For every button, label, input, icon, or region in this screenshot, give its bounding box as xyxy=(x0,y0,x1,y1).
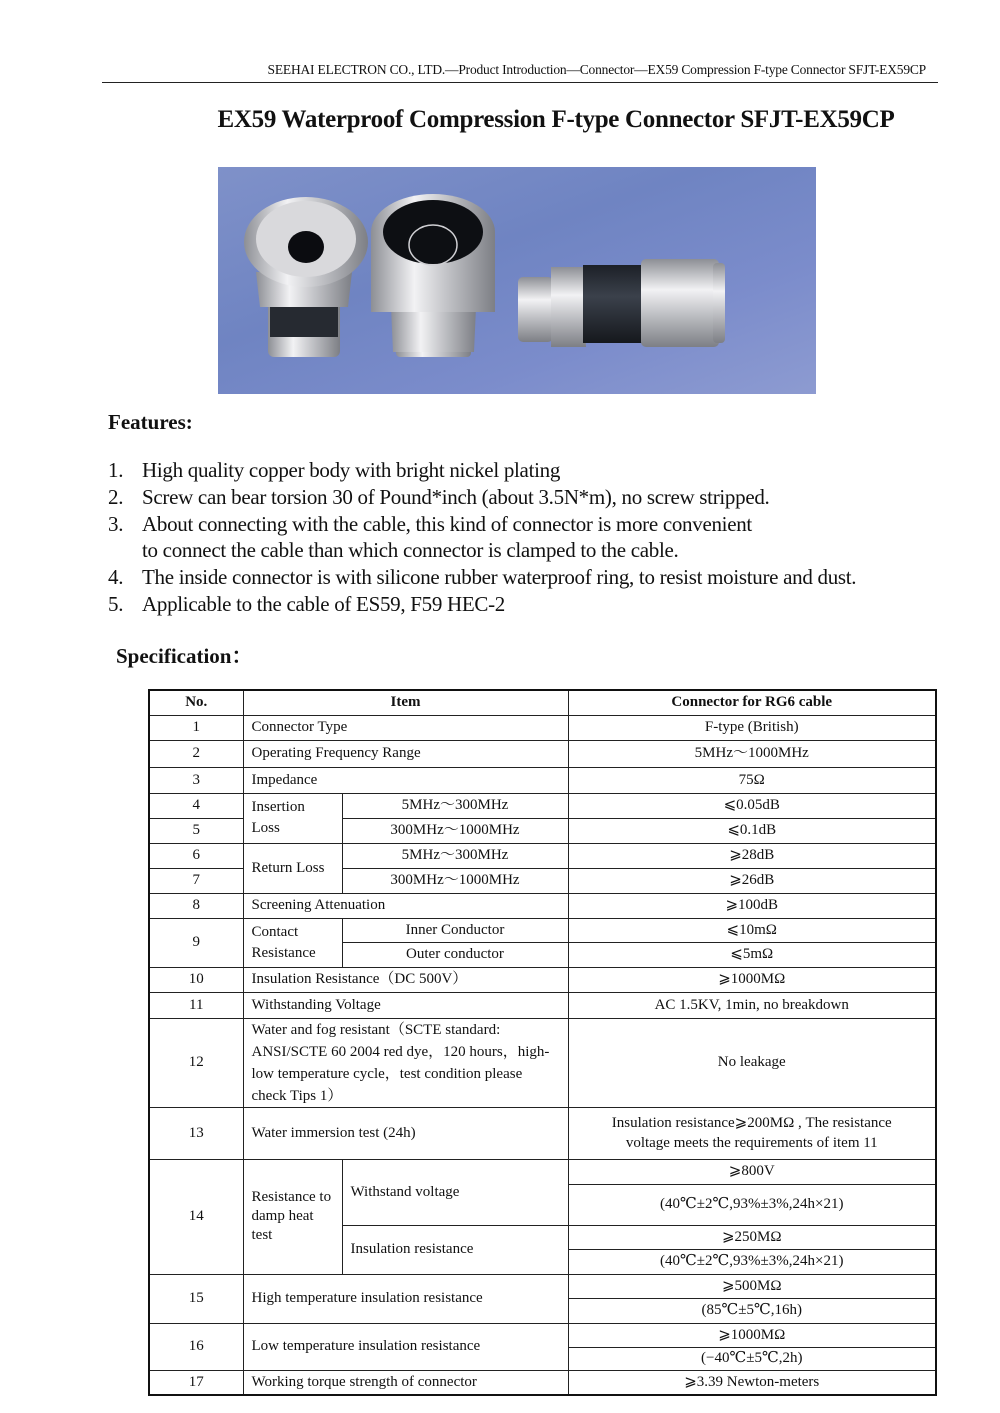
row-value: AC 1.5KV, 1min, no breakdown xyxy=(568,992,936,1018)
feature-number: 3. xyxy=(108,511,124,536)
row-number: 16 xyxy=(149,1323,243,1370)
row-group-label: Resistance to damp heat test xyxy=(243,1159,342,1274)
row-value: ⩾1000MΩ xyxy=(568,1323,936,1347)
table-row xyxy=(149,1018,936,1107)
feature-text: Applicable to the cable of ES59, F59 HEC-2 xyxy=(142,591,505,616)
row-value: No leakage xyxy=(568,1018,936,1107)
row-value: 5MHz～1000MHz xyxy=(568,740,936,767)
row-item: High temperature insulation resistance xyxy=(243,1274,568,1323)
row-value: ⩾1000MΩ xyxy=(568,967,936,992)
product-photo xyxy=(218,167,816,394)
row-subitem: Inner Conductor xyxy=(342,918,568,942)
row-number: 11 xyxy=(149,992,243,1018)
row-value: Insulation resistance⩾200MΩ , The resistance voltage meets the requirements of item 11 xyxy=(568,1107,936,1159)
row-number: 7 xyxy=(149,868,243,893)
row-number: 14 xyxy=(149,1159,243,1274)
row-subitem: 300MHz～1000MHz xyxy=(342,868,568,893)
row-subitem: 5MHz～300MHz xyxy=(342,843,568,868)
row-item: Low temperature insulation resistance xyxy=(243,1323,568,1370)
row-value: ⩾250MΩ xyxy=(568,1225,936,1249)
table-header-row xyxy=(149,690,936,715)
table-row xyxy=(149,715,936,740)
row-number: 6 xyxy=(149,843,243,868)
feature-item xyxy=(108,564,988,591)
row-value: F-type (British) xyxy=(568,715,936,740)
feature-number: 5. xyxy=(108,591,124,616)
row-number: 4 xyxy=(149,793,243,818)
row-number: 10 xyxy=(149,967,243,992)
feature-item xyxy=(108,457,988,484)
row-value: ⩽0.05dB xyxy=(568,793,936,818)
table-row xyxy=(149,843,936,868)
row-item: Insulation Resistance（DC 500V） xyxy=(243,967,568,992)
row-item: Impedance xyxy=(243,767,568,793)
row-subitem: 300MHz～1000MHz xyxy=(342,818,568,843)
row-number: 17 xyxy=(149,1370,243,1395)
row-number: 3 xyxy=(149,767,243,793)
row-value: ⩾3.39 Newton-meters xyxy=(568,1370,936,1395)
table-row xyxy=(149,767,936,793)
row-value: ⩾26dB xyxy=(568,868,936,893)
row-value-condition: (40℃±2℃,93%±3%,24h×21) xyxy=(568,1184,936,1225)
feature-item xyxy=(108,511,988,565)
specification-heading: Specification： xyxy=(116,644,253,668)
feature-number: 2. xyxy=(108,484,124,509)
feature-text: High quality copper body with bright nickel plating xyxy=(142,458,561,482)
feature-item xyxy=(108,484,988,511)
table-row xyxy=(149,1274,936,1298)
running-header-text: SEEHAI ELECTRON CO., LTD.—Product Introduction—Connector—EX59 Compression F-type Connector SFJT-EX59CP xyxy=(267,62,926,77)
table-row xyxy=(149,1323,936,1347)
row-item: Working torque strength of connector xyxy=(243,1370,568,1395)
table-row xyxy=(149,1370,936,1395)
row-value: ⩾28dB xyxy=(568,843,936,868)
row-number: 5 xyxy=(149,818,243,843)
feature-text-continued: to connect the cable than which connector is clamped to the cable. xyxy=(142,538,679,563)
row-number: 9 xyxy=(149,918,243,967)
running-header xyxy=(102,60,938,83)
row-number: 12 xyxy=(149,1018,243,1107)
feature-text: The inside connector is with silicone rubber waterproof ring, to resist moisture and dust. xyxy=(142,565,857,590)
row-subitem: 5MHz～300MHz xyxy=(342,793,568,818)
row-item: Screening Attenuation xyxy=(243,893,568,918)
row-value: ⩽5mΩ xyxy=(568,942,936,967)
row-value: ⩾800V xyxy=(568,1159,936,1184)
document-title: EX59 Waterproof Compression F-type Connector SFJT-EX59CP xyxy=(217,106,895,133)
table-row xyxy=(149,740,936,767)
row-subitem: Outer conductor xyxy=(342,942,568,967)
row-item: Operating Frequency Range xyxy=(243,740,568,767)
row-item: Connector Type xyxy=(243,715,568,740)
row-value-condition: (−40℃±5℃,2h) xyxy=(568,1347,936,1370)
table-row xyxy=(149,793,936,818)
connectors-illustration-icon xyxy=(218,167,816,394)
row-subitem: Withstand voltage xyxy=(342,1159,568,1225)
row-number: 13 xyxy=(149,1107,243,1159)
feature-text: Screw can bear torsion 30 of Pound*inch (about 3.5N*m), no screw stripped. xyxy=(142,484,770,509)
row-number: 2 xyxy=(149,740,243,767)
table-row xyxy=(149,1159,936,1184)
row-group-label: Contact Resistance xyxy=(243,918,342,967)
row-number: 15 xyxy=(149,1274,243,1323)
table-row xyxy=(149,992,936,1018)
feature-text: About connecting with the cable, this kind of connector is more convenient xyxy=(142,511,752,536)
feature-number: 4. xyxy=(108,565,124,590)
row-value: 75Ω xyxy=(568,767,936,793)
row-number: 8 xyxy=(149,893,243,918)
row-value-condition: (40℃±2℃,93%±3%,24h×21) xyxy=(568,1249,936,1274)
features-heading: Features: xyxy=(108,410,193,434)
column-header-value: Connector for RG6 cable xyxy=(568,690,936,715)
feature-number: 1. xyxy=(108,458,124,482)
row-number: 1 xyxy=(149,715,243,740)
row-item: Water and fog resistant（SCTE standard: ANSI/SCTE 60 2004 red dye，120 hours，high-low temperature cycle，test condition please check Tips 1） xyxy=(243,1018,568,1107)
table-row xyxy=(149,918,936,942)
row-value-condition: (85℃±5℃,16h) xyxy=(568,1298,936,1323)
row-group-label: Return Loss xyxy=(243,843,342,893)
row-value: ⩾500MΩ xyxy=(568,1274,936,1298)
feature-item xyxy=(108,591,988,618)
row-value: ⩾100dB xyxy=(568,893,936,918)
specification-table xyxy=(148,689,937,1396)
table-row xyxy=(149,967,936,992)
features-list xyxy=(108,457,988,618)
row-item: Withstanding Voltage xyxy=(243,992,568,1018)
table-row xyxy=(149,893,936,918)
column-header-no: No. xyxy=(149,690,243,715)
row-subitem: Insulation resistance xyxy=(342,1225,568,1274)
row-value: ⩽10mΩ xyxy=(568,918,936,942)
column-header-item: Item xyxy=(243,690,568,715)
row-item: Water immersion test (24h) xyxy=(243,1107,568,1159)
row-value: ⩽0.1dB xyxy=(568,818,936,843)
row-group-label: Insertion Loss xyxy=(243,793,342,843)
table-row xyxy=(149,1107,936,1159)
